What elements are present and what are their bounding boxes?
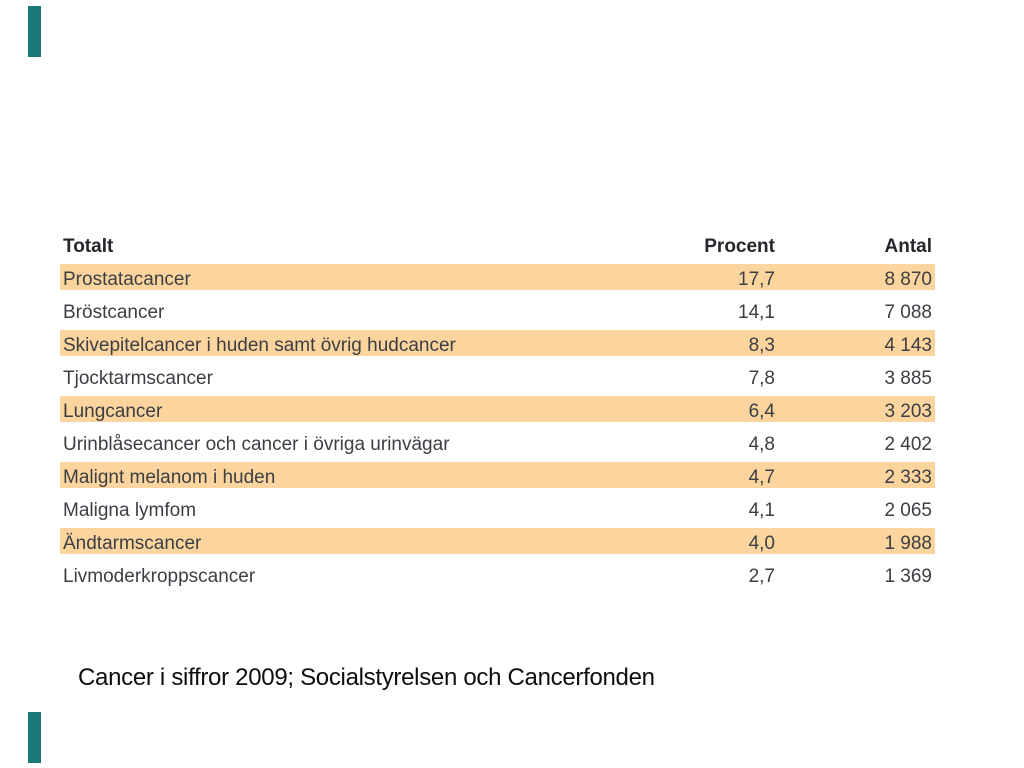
percent-value: 8,3 [748, 334, 775, 356]
count-value: 3 203 [884, 400, 932, 422]
count-value: 4 143 [884, 334, 932, 356]
percent-value: 14,1 [738, 301, 775, 323]
table-row [60, 263, 935, 296]
table-row [60, 395, 935, 428]
accent-bar-bottom [28, 712, 41, 763]
percent-value: 17,7 [738, 268, 775, 290]
table-row [60, 428, 935, 461]
percent-value: 2,7 [748, 565, 775, 587]
table-row [60, 362, 935, 395]
cancer-name: Maligna lymfom [63, 499, 197, 521]
table-row [60, 329, 935, 362]
table-row [60, 296, 935, 329]
count-value: 1 369 [884, 565, 932, 587]
count-value: 2 402 [884, 433, 932, 455]
cancer-name: Skivepitelcancer i huden samt övrig hudcancer [63, 334, 456, 356]
accent-bar-top [28, 6, 41, 57]
column-header-procent: Procent [704, 235, 775, 257]
count-value: 8 870 [884, 268, 932, 290]
cancer-name: Lungcancer [63, 400, 163, 422]
cancer-name: Malignt melanom i huden [63, 466, 276, 488]
table-row [60, 461, 935, 494]
table-body [60, 263, 935, 593]
source-caption: Cancer i siffror 2009; Socialstyrelsen och Cancerfonden [78, 664, 655, 691]
table-row [60, 560, 935, 593]
percent-value: 4,1 [748, 499, 775, 521]
percent-value: 4,7 [748, 466, 775, 488]
count-value: 7 088 [884, 301, 932, 323]
cancer-name: Tjocktarmscancer [63, 367, 213, 389]
table-header-row [60, 230, 935, 263]
column-header-antal: Antal [884, 235, 932, 257]
cancer-name: Livmoderkroppscancer [63, 565, 256, 587]
cancer-name: Ändtarmscancer [63, 532, 202, 554]
table-row [60, 494, 935, 527]
count-value: 1 988 [884, 532, 932, 554]
percent-value: 7,8 [748, 367, 775, 389]
percent-value: 4,0 [748, 532, 775, 554]
cancer-statistics-table [60, 230, 935, 593]
cancer-name: Bröstcancer [63, 301, 165, 323]
cancer-name: Prostatacancer [63, 268, 191, 290]
cancer-name: Urinblåsecancer och cancer i övriga urinvägar [63, 433, 450, 455]
count-value: 2 065 [884, 499, 932, 521]
count-value: 2 333 [884, 466, 932, 488]
column-header-totalt: Totalt [63, 235, 114, 257]
percent-value: 4,8 [748, 433, 775, 455]
table-row [60, 527, 935, 560]
count-value: 3 885 [884, 367, 932, 389]
percent-value: 6,4 [748, 400, 775, 422]
